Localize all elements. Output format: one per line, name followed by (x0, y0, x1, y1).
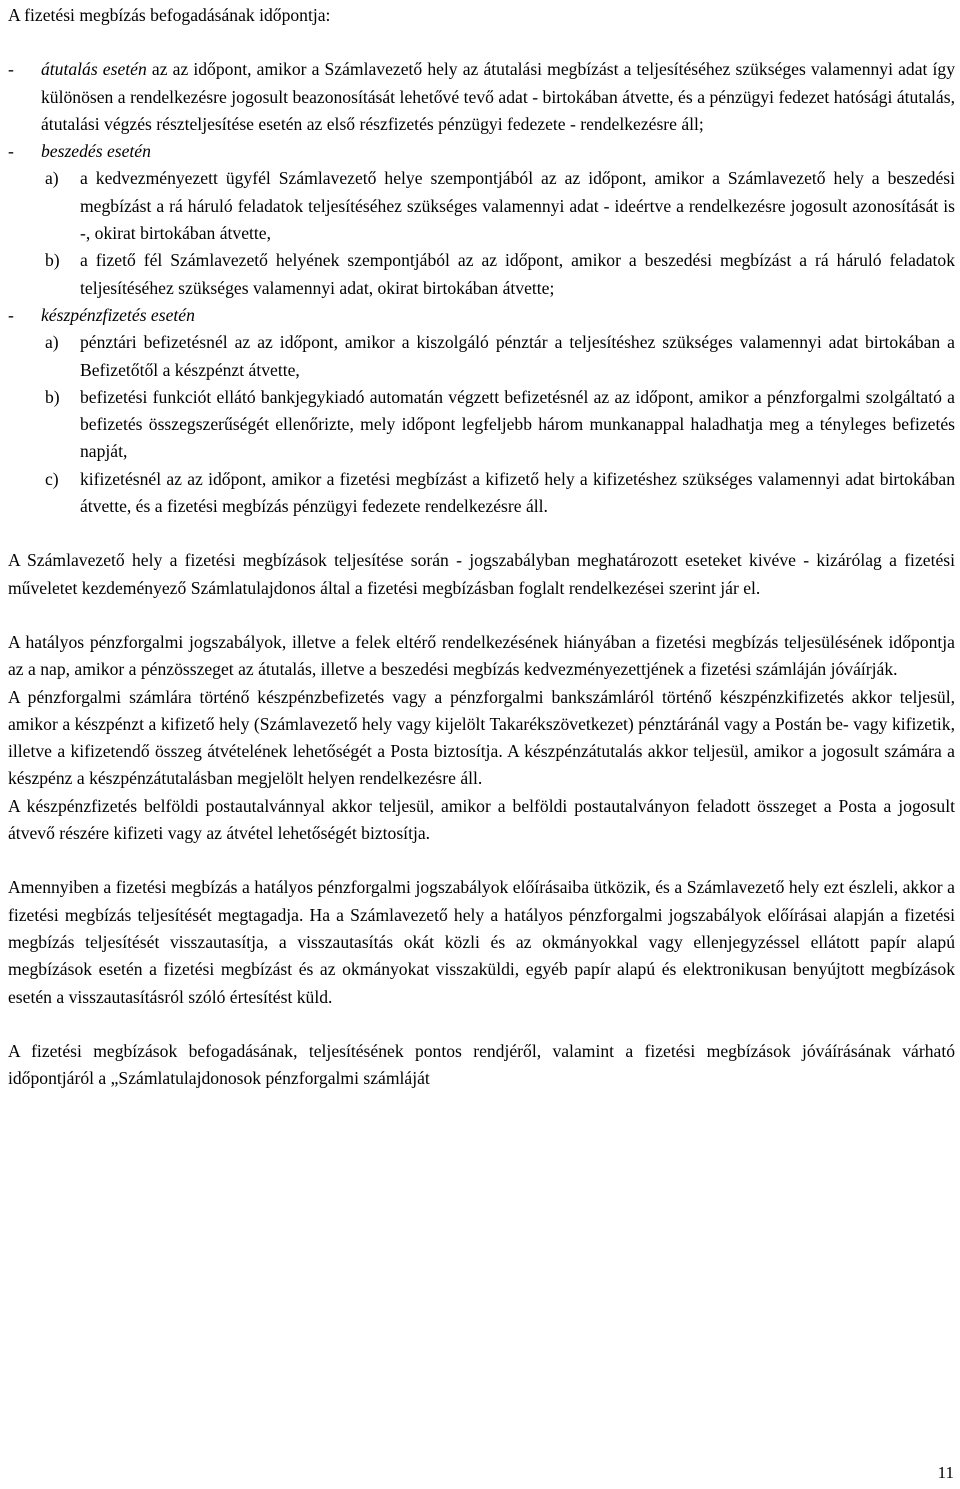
transfer-text: az az időpont, amikor a Számlavezető hely az átutalási megbízást a teljesítéséhez szükséges valamennyi adat így különösen a rendelkezésre jogosult beazonosítását lehetővé tevő adat - birtokában átvette, és a pénzügyi fedezet hatósági átutalás, átutalási végzés részteljesítése esetén az első részfizetés pénzügyi fedezete - rendelkezésre áll; (41, 59, 955, 134)
paragraph-4: A készpénzfizetés belföldi postautalvánnyal akkor teljesül, amikor a belföldi postautalványon feladott összeget a Posta a jogosult átvevő részére kifizeti vagy az átvétel lehetőségét biztosítja. (8, 795, 955, 844)
document-page (8, 2, 955, 1092)
paragraph-5: Amennyiben a fizetési megbízás a hatályos pénzforgalmi jogszabályok előírásaiba ütközik, és a Számlavezető hely ezt észleli, akkor a fizetési megbízás teljesítését megtagadja. Ha a Számlavezető hely a hatályos pénzforgalmi jogszabályok előírásai alapján a fizetési megbízás teljesítését visszautasítja, a visszautasítás okát közli és az okmányokkal vagy ellenjegyzéssel ellátott papír alapú megbízások esetén a fizetési megbízást és az okmányokat visszaküldi, egyéb papír alapú és elektronikusan benyújtott megbízások esetén a visszautasításról szóló értesítést küld. (8, 877, 955, 1007)
term-collection: beszedés esetén (41, 141, 151, 162)
list-dash: - (8, 141, 14, 162)
paragraph-3: A pénzforgalmi számlára történő készpénzbefizetés vagy a pénzforgalmi bankszámláról történő készpénzkifizetés akkor teljesül, amikor a készpénzt a kifizető hely (Számlavezető hely vagy kijelölt Takarékszövetkezet) pénztáránál vagy a Postán be- vagy kifizetik, illetve a kifizetendő összeg átvételének lehetőségét a Posta biztosítja. A készpénzátutalás akkor teljesül, amikor a jogosult számára a készpénz a készpénzátutalásban megjelölt helyen rendelkezésre áll. (8, 686, 955, 789)
cash-sub-list (45, 329, 955, 520)
paragraph-2: A hatályos pénzforgalmi jogszabályok, illetve a felek eltérő rendelkezésének hiányában a fizetési megbízás teljesülésének időpontja az a nap, amikor a pénzösszeget az átutalás, illetve a beszedési megbízás kedvezményezettjének a fizetési számláján jóváírják. (8, 631, 955, 680)
section-heading: A fizetési megbízás befogadásának időpontja: (8, 5, 331, 25)
sub-item-cash-b (45, 384, 955, 466)
sub-item-collection-a (45, 165, 955, 247)
collection-sub-list (45, 165, 955, 301)
list-dash: - (8, 59, 14, 80)
spacer (8, 847, 955, 874)
sub-text: a fizető fél Számlavezető helyének szempontjából az az időpont, amikor a beszedési megbízást a rá háruló feladatok teljesítéséhez szükséges valamennyi adat, okirat birtokában átvette; (80, 250, 955, 298)
sub-text: pénztári befizetésnél az az időpont, amikor a kiszolgáló pénztár a teljesítéshez szükséges valamennyi adat birtokában a Befizetőtől a készpénzt átvette, (80, 332, 955, 380)
sub-text: kifizetésnél az az időpont, amikor a fizetési megbízást a kifizető hely a kifizetéshez szükséges valamennyi adat birtokában átvette, és a fizetési megbízás pénzügyi fedezete rendelkezésre áll. (80, 468, 955, 517)
sub-letter: b) (45, 386, 60, 407)
spacer (8, 520, 955, 547)
sub-text: befizetési funkciót ellátó bankjegykiadó automatán végzett befizetésnél az az időpont, amikor a pénzforgalmi szolgáltató a befizetés összegszerűségét ellenőrizte, mely időpont legfeljebb három munkanappal haladhatja meg a tényleges befizetés napját, (80, 386, 955, 462)
sub-item-collection-b (45, 247, 955, 302)
spacer (8, 29, 955, 56)
list-item-transfer (8, 56, 955, 138)
paragraph-6: A fizetési megbízások befogadásának, teljesítésének pontos rendjéről, valamint a fizetési megbízások jóváírásának várható időpontjáról a „Számlatulajdonosok pénzforgalmi számláját (8, 1040, 955, 1089)
sub-item-cash-c (45, 466, 955, 521)
spacer (8, 602, 955, 629)
list-item-cash (8, 302, 955, 329)
term-transfer: átutalás esetén (41, 59, 147, 80)
sub-text: a kedvezményezett ügyfél Számlavezető helye szempontjából az az időpont, amikor a Számlavezető hely a beszedési megbízást a rá háruló feladatok teljesítéséhez szükséges valamennyi adat - ideértve a rendelkezésre jogosult azonosítását is -, okirat birtokában átvette, (80, 168, 955, 244)
transfer-body (41, 56, 955, 138)
term-cash: készpénzfizetés esetén (41, 304, 195, 325)
sub-item-cash-a (45, 329, 955, 384)
sub-letter: c) (45, 468, 59, 489)
spacer (8, 1011, 955, 1038)
sub-letter: a) (45, 168, 59, 189)
list-dash: - (8, 304, 14, 325)
sub-letter: a) (45, 332, 59, 353)
sub-letter: b) (45, 250, 60, 271)
paragraph-1: A Számlavezető hely a fizetési megbízások teljesítése során - jogszabályban meghatározott eseteket kivéve - kizárólag a fizetési műveletet kezdeményező Számlatulajdonos által a fizetési megbízásban foglalt rendelkezései szerint jár el. (8, 550, 955, 598)
list-item-collection (8, 138, 955, 165)
page-number: 11 (937, 1463, 954, 1482)
